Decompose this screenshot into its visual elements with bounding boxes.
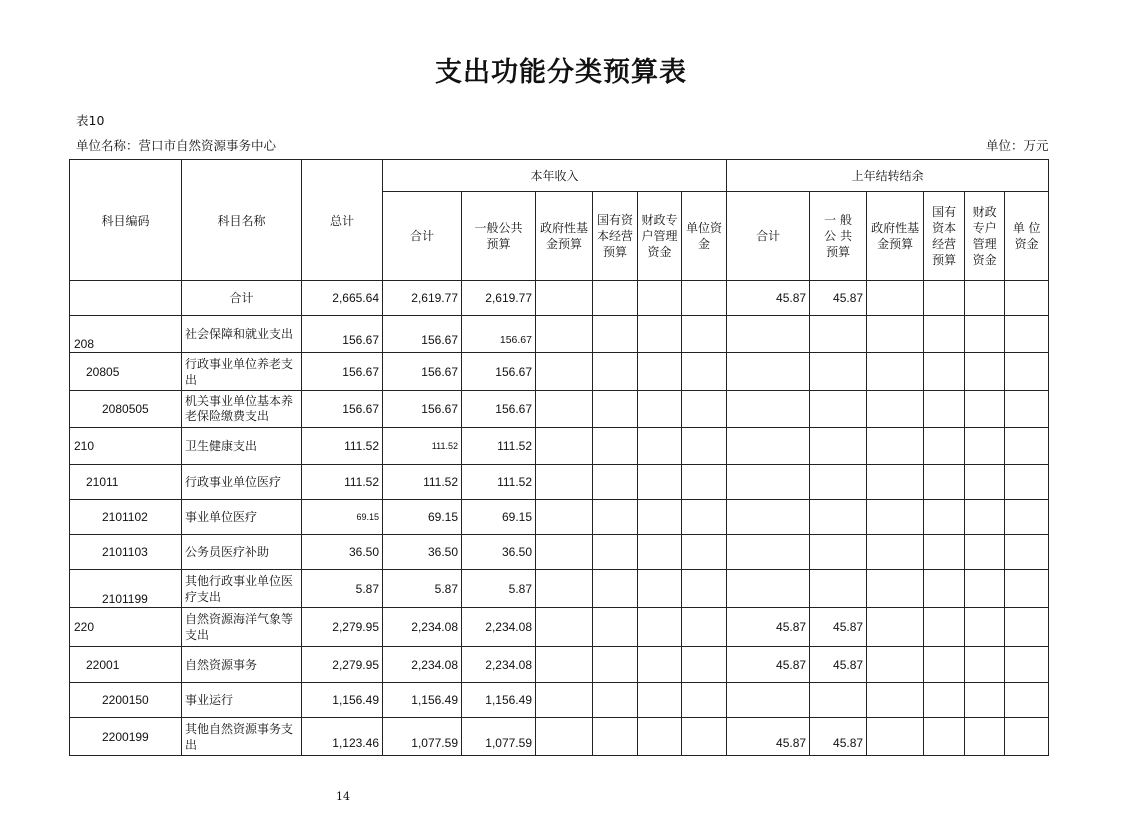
cell-total: 156.67: [302, 391, 383, 428]
budget-table: [69, 159, 1049, 756]
cell-co-sum: [727, 353, 810, 391]
cell-code: 21011: [70, 465, 182, 500]
cell-code: 220: [70, 608, 182, 647]
cell-co-general: [810, 316, 867, 353]
cell-co-sum: [727, 391, 810, 428]
cell-code: 2101102: [70, 500, 182, 535]
cell-cy-sum: 2,234.08: [383, 647, 462, 683]
cell-co-general: 45.87: [810, 608, 867, 647]
cell-co-sum: [727, 465, 810, 500]
cell-total: 1,156.49: [302, 683, 383, 718]
cell-code: 2101199: [70, 570, 182, 608]
cell-cy-general: 36.50: [462, 535, 536, 570]
header-co-general: 一 般 公 共 预算: [810, 192, 867, 281]
cell-cy-general: 1,077.59: [462, 718, 536, 756]
total-row: [70, 281, 1049, 316]
cell-cy-sum: 156.67: [383, 316, 462, 353]
cell-total: 36.50: [302, 535, 383, 570]
cell-name: 行政事业单位养老支出: [182, 353, 302, 391]
cell-co-general: [810, 391, 867, 428]
cell-cy-general: 5.87: [462, 570, 536, 608]
cell-code: 22001: [70, 647, 182, 683]
cell-code: 20805: [70, 353, 182, 391]
header-carryover: 上年结转结余: [727, 160, 1049, 192]
cell-co-sum: 45.87: [727, 281, 810, 316]
cell-co-sum: [727, 316, 810, 353]
cell-co-sum: [727, 428, 810, 465]
unit-name: 单位名称：营口市自然资源事务中心: [76, 138, 277, 153]
header-co-special: 财政专户管理资金: [965, 192, 1005, 281]
cell-code: 2080505: [70, 391, 182, 428]
cell-cy-sum: 156.67: [383, 353, 462, 391]
header-cy-state-capital: 国有资本经营预算: [593, 192, 638, 281]
cell-name: 卫生健康支出: [182, 428, 302, 465]
cell-cy-general: 1,156.49: [462, 683, 536, 718]
cell-name: 自然资源海洋气象等支出: [182, 608, 302, 647]
cell-cy-sum: 111.52: [383, 428, 462, 465]
cell-cy-general: 2,234.08: [462, 647, 536, 683]
cell-co-sum: 45.87: [727, 718, 810, 756]
cell-cy-sum: 5.87: [383, 570, 462, 608]
header-co-state-capital: 国有资本经营预算: [924, 192, 965, 281]
header-co-unit: 单 位 资金: [1005, 192, 1049, 281]
header-code: 科目编码: [70, 160, 182, 281]
header-co-gov-fund: 政府性基金预算: [867, 192, 924, 281]
cell-total: 2,279.95: [302, 608, 383, 647]
cell-name: 其他自然资源事务支出: [182, 718, 302, 756]
cell-code: 2200199: [70, 718, 182, 756]
cell-cy-sum: 2,234.08: [383, 608, 462, 647]
cell-cy-general: 156.67: [462, 353, 536, 391]
cell-name: 行政事业单位医疗: [182, 465, 302, 500]
cell-code: 210: [70, 428, 182, 465]
cell-co-general: [810, 353, 867, 391]
cell-co-sum: [727, 500, 810, 535]
table-row: [70, 570, 1049, 608]
header-cy-special: 财政专户管理资金: [638, 192, 682, 281]
cell-total: 111.52: [302, 465, 383, 500]
cell-cy-general: 2,619.77: [462, 281, 536, 316]
cell-total: 1,123.46: [302, 718, 383, 756]
cell-co-sum: [727, 570, 810, 608]
header-cy-unit: 单位资金: [682, 192, 727, 281]
cell-co-general: 45.87: [810, 647, 867, 683]
cell-name: 机关事业单位基本养老保险缴费支出: [182, 391, 302, 428]
cell-total: 111.52: [302, 428, 383, 465]
header-current-year: 本年收入: [383, 160, 727, 192]
cell-name: 事业单位医疗: [182, 500, 302, 535]
page-number: 14: [336, 790, 350, 803]
cell-total: 2,279.95: [302, 647, 383, 683]
cell-name: 其他行政事业单位医疗支出: [182, 570, 302, 608]
table-row: [70, 428, 1049, 465]
cell-cy-general: 111.52: [462, 465, 536, 500]
table-row: [70, 465, 1049, 500]
table-row: [70, 500, 1049, 535]
cell-co-sum: [727, 535, 810, 570]
header-co-sum: 合计: [727, 192, 810, 281]
cell-cy-general: 156.67: [462, 316, 536, 353]
cell-cy-general: 69.15: [462, 500, 536, 535]
cell-co-general: [810, 535, 867, 570]
header-cy-sum: 合计: [383, 192, 462, 281]
header-total: 总计: [302, 160, 383, 281]
table-row: [70, 608, 1049, 647]
header-cy-gov-fund: 政府性基金预算: [536, 192, 593, 281]
cell-co-general: [810, 570, 867, 608]
cell-total: 69.15: [302, 500, 383, 535]
cell-co-general: 45.87: [810, 718, 867, 756]
cell-cy-general: 111.52: [462, 428, 536, 465]
cell-total: 156.67: [302, 316, 383, 353]
table-row: [70, 391, 1049, 428]
cell-cy-general: 2,234.08: [462, 608, 536, 647]
cell-total: 2,665.64: [302, 281, 383, 316]
cell-co-general: 45.87: [810, 281, 867, 316]
table-row: [70, 316, 1049, 353]
cell-name: 公务员医疗补助: [182, 535, 302, 570]
header-cy-general: 一般公共预算: [462, 192, 536, 281]
cell-code: 2101103: [70, 535, 182, 570]
cell-cy-sum: 2,619.77: [383, 281, 462, 316]
table-row: [70, 353, 1049, 391]
cell-code: 208: [70, 316, 182, 353]
cell-total: 156.67: [302, 353, 383, 391]
cell-total: 5.87: [302, 570, 383, 608]
cell-name: 合计: [182, 281, 302, 316]
cell-name: 自然资源事务: [182, 647, 302, 683]
header-name: 科目名称: [182, 160, 302, 281]
cell-co-general: [810, 428, 867, 465]
page-title: 支出功能分类预算表: [435, 57, 687, 88]
cell-cy-sum: 111.52: [383, 465, 462, 500]
cell-name: 事业运行: [182, 683, 302, 718]
table-number: 表10: [76, 113, 105, 128]
cell-co-sum: 45.87: [727, 647, 810, 683]
table-row: [70, 535, 1049, 570]
cell-co-sum: [727, 683, 810, 718]
cell-name: 社会保障和就业支出: [182, 316, 302, 353]
cell-cy-general: 156.67: [462, 391, 536, 428]
cell-co-general: [810, 683, 867, 718]
cell-cy-sum: 69.15: [383, 500, 462, 535]
cell-cy-sum: 1,077.59: [383, 718, 462, 756]
cell-co-general: [810, 465, 867, 500]
cell-code: 2200150: [70, 683, 182, 718]
cell-cy-sum: 36.50: [383, 535, 462, 570]
cell-cy-sum: 156.67: [383, 391, 462, 428]
table-row: [70, 683, 1049, 718]
cell-co-general: [810, 500, 867, 535]
cell-cy-sum: 1,156.49: [383, 683, 462, 718]
table-row: [70, 647, 1049, 683]
currency-unit: 单位：万元: [986, 138, 1049, 153]
table-row: [70, 718, 1049, 756]
cell-code: [70, 281, 182, 316]
cell-co-sum: 45.87: [727, 608, 810, 647]
